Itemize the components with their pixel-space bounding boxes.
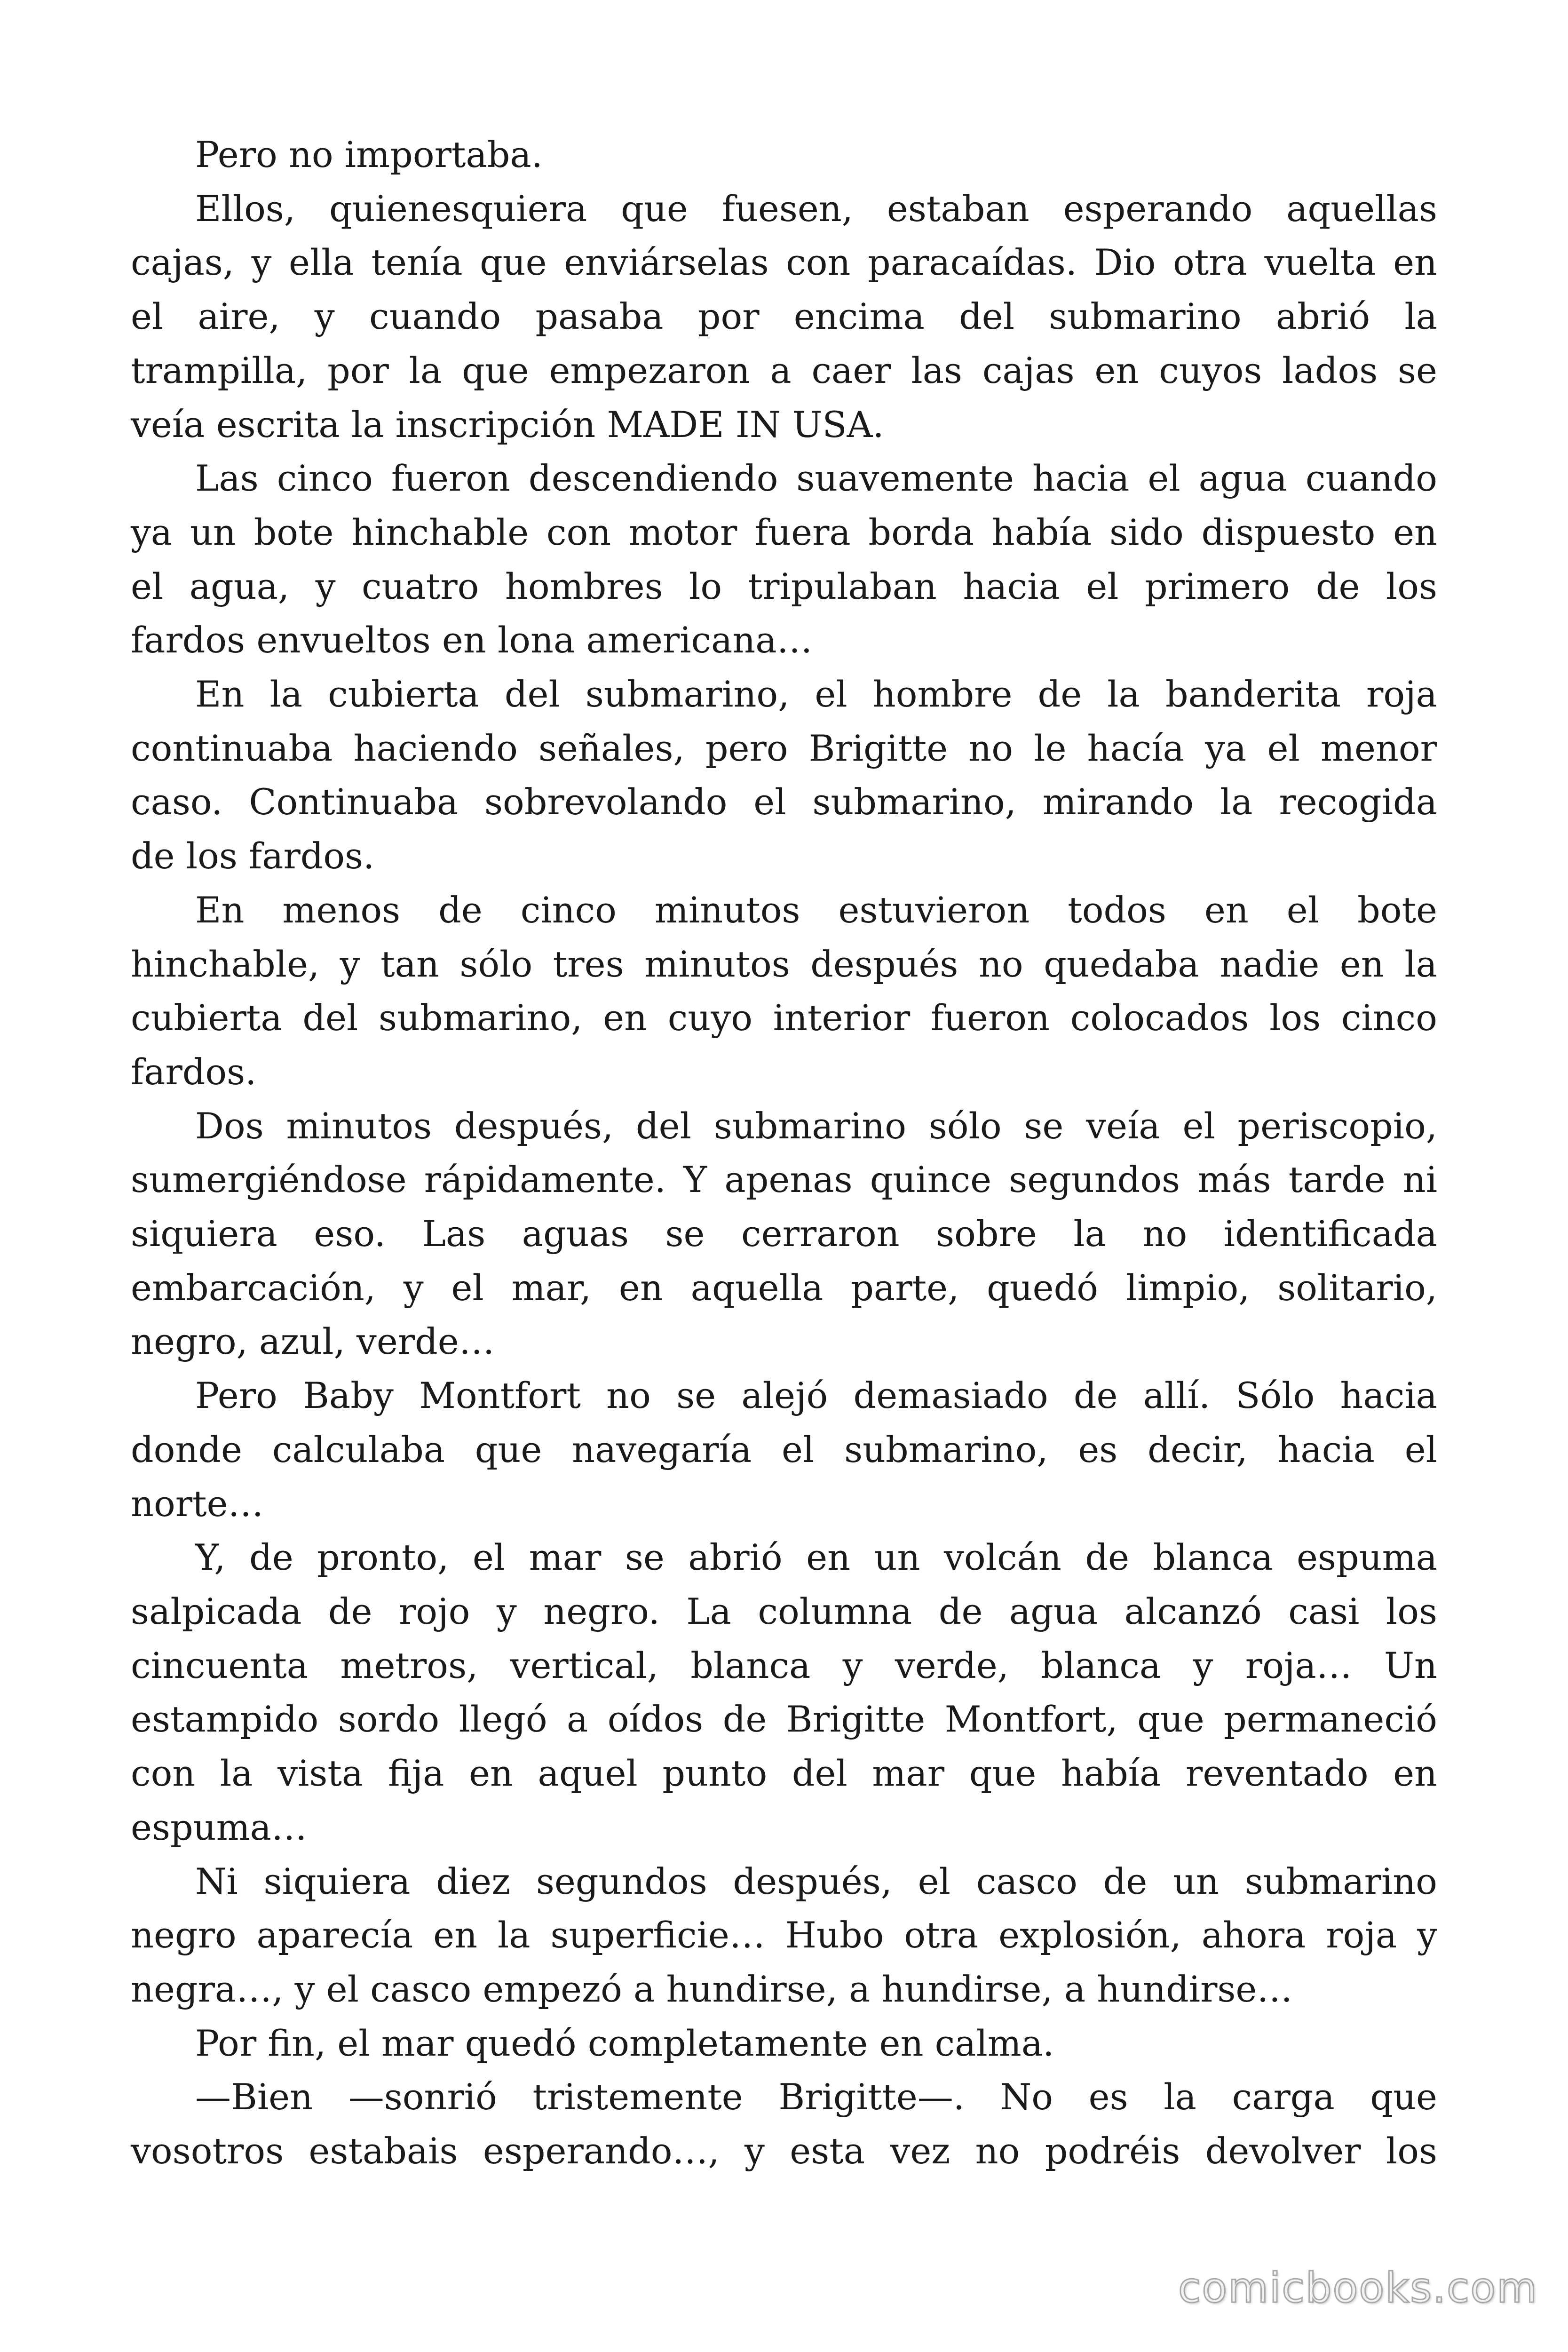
text-line: negro aparecía en la superficie… Hubo otra explosión, ahora roja y [131,1914,1437,1956]
text-line: el agua, y cuatro hombres lo tripulaban hacia el primero de los [131,565,1437,607]
text-line: cajas, y ella tenía que enviárselas con paracaídas. Dio otra vuelta en [131,241,1437,284]
text-line: espuma… [131,1806,307,1848]
text-line: donde calculaba que navegaría el submarino, es decir, hacia el [131,1428,1437,1470]
paragraph [131,452,1437,667]
text-line: Y, de pronto, el mar se abrió en un volcán de blanca espuma [195,1536,1437,1579]
paragraph [131,1855,1437,2017]
text-line: En menos de cinco minutos estuvieron todos en el bote [195,889,1437,931]
text-line: Ni siquiera diez segundos después, el casco de un submarino [195,1860,1437,1902]
text-line: veía escrita la inscripción MADE IN USA. [131,403,884,445]
paragraph [131,2017,1437,2071]
text-line: caso. Continuaba sobrevolando el submarino, mirando la recogida [131,781,1437,823]
body-text [131,128,1437,2178]
text-line: Las cinco fueron descendiendo suavemente hacia el agua cuando [195,457,1437,500]
text-line: trampilla, por la que empezaron a caer las cajas en cuyos lados se [131,349,1437,391]
paragraph [131,1531,1437,1854]
paragraph [131,1099,1437,1369]
text-line: Pero no importaba. [195,134,543,175]
text-line: negra…, y el casco empezó a hundirse, a hundirse, a hundirse… [131,1968,1293,2010]
text-line: salpicada de rojo y negro. La columna de agua alcanzó casi los [131,1590,1437,1632]
text-line: negro, azul, verde… [131,1320,495,1363]
text-line: de los fardos. [131,835,375,877]
watermark: comicbooks.com [1178,2264,1538,2312]
paragraph [131,128,1437,182]
paragraph [131,883,1437,1099]
text-line: cubierta del submarino, en cuyo interior fueron colocados los cinco [131,997,1437,1039]
text-line: sumergiéndose rápidamente. Y apenas quince segundos más tarde ni [131,1159,1437,1201]
text-line: Ellos, quienesquiera que fuesen, estaban esperando aquellas [195,187,1437,230]
text-line: norte… [131,1482,264,1525]
paragraph [131,2070,1437,2178]
text-line: —Bien —sonrió tristemente Brigitte—. No es la carga que [195,2076,1437,2118]
text-line: vosotros estabais esperando…, y esta vez no podréis devolver los [131,2130,1437,2172]
paragraph [131,1369,1437,1531]
text-line: fardos envueltos en lona americana… [131,619,813,661]
text-line: En la cubierta del submarino, el hombre de la banderita roja [195,673,1437,715]
text-line: estampido sordo llegó a oídos de Brigitte Montfort, que permaneció [131,1698,1437,1740]
text-line: continuaba haciendo señales, pero Brigitte no le hacía ya el menor [131,727,1437,769]
text-line: Pero Baby Montfort no se alejó demasiado de allí. Sólo hacia [195,1375,1437,1417]
text-line: siquiera eso. Las aguas se cerraron sobre la no identificada [131,1213,1437,1255]
text-line: Dos minutos después, del submarino sólo se veía el periscopio, [195,1104,1437,1147]
paragraph [131,182,1437,452]
text-line: el aire, y cuando pasaba por encima del submarino abrió la [131,295,1437,338]
paragraph [131,667,1437,883]
text-line: con la vista fija en aquel punto del mar que había reventado en [131,1752,1437,1795]
text-line: cincuenta metros, vertical, blanca y verde, blanca y roja… Un [131,1644,1437,1686]
text-line: ya un bote hinchable con motor fuera borda había sido dispuesto en [131,511,1437,553]
text-line: embarcación, y el mar, en aquella parte, quedó limpio, solitario, [131,1266,1437,1309]
text-line: Por fin, el mar quedó completamente en calma. [195,2022,1054,2064]
text-line: fardos. [131,1050,257,1093]
text-line: hinchable, y tan sólo tres minutos después no quedaba nadie en la [131,943,1437,985]
